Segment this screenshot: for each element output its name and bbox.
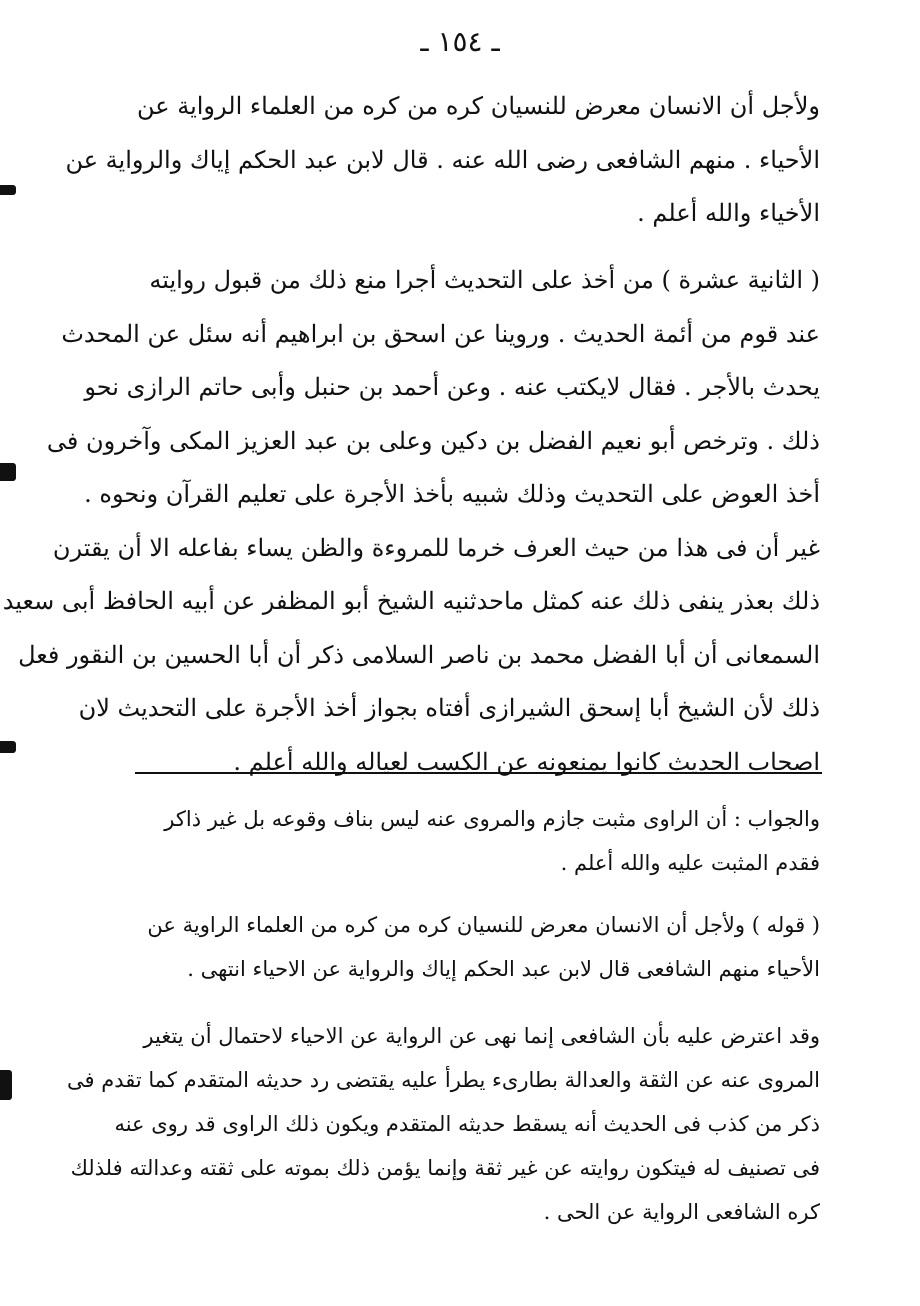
footnote-line: الأحياء منهم الشافعى قال لابن عبد الحكم إياك والرواية عن الاحياء انتهى . [187, 957, 820, 981]
footnote-line: كره الشافعى الرواية عن الحى . [543, 1200, 820, 1224]
footnote-line: ( قوله ) ولأجل أن الانسان معرض للنسيان كره من كره من العلماء الراوية عن [147, 913, 820, 937]
scan-edge-mark [0, 741, 16, 753]
text-line: يحدث بالأجر . فقال لايكتب عنه . وعن أحمد بن حنبل وأبى حاتم الرازى نحو [84, 373, 820, 401]
scan-edge-mark [0, 1070, 12, 1100]
text-line: أخذ العوض على التحديث وذلك شبيه بأخذ الأجرة على تعليم القرآن ونحوه . [84, 480, 820, 508]
footnote-line: والجواب : أن الراوى مثبت جازم والمروى عنه ليس بناف وقوعه بل غير ذاكر [164, 807, 820, 831]
scan-edge-mark [0, 185, 16, 195]
text-line: ذلك لأن الشيخ أبا إسحق الشيرازى أفتاه بجواز أخذ الأجرة على التحديث لان [78, 694, 820, 722]
text-line: اصحاب الحديث كانوا يمنعونه عن الكسب لعياله والله أعلم . [233, 747, 820, 776]
main-paragraph-2 [2, 254, 820, 789]
text-line: ذلك بعذر ينفى ذلك عنه كمثل ماحدثنيه الشيخ أبو المظفر عن أبيه الحافظ أبى سعيد [2, 587, 820, 615]
scan-edge-mark [0, 463, 16, 481]
page-number: ـ ١٥٤ ـ [420, 25, 500, 58]
text-line: غير أن فى هذا من حيث العرف خرما للمروءة والظن يساء بفاعله الا أن يقترن [52, 533, 820, 562]
main-text-continued [2, 254, 820, 789]
text-line: ولأجل أن الانسان معرض للنسيان كره من كره من العلماء الرواية عن [137, 92, 820, 120]
footnote-line: وقد اعترض عليه بأن الشافعى إنما نهى عن الرواية عن الاحياء لاحتمال أن يتغير [143, 1024, 820, 1048]
main-paragraph-1 [65, 80, 820, 241]
footnote-paragraph-1 [130, 797, 820, 885]
footnote-line: فى تصنيف له فيتكون روايته عن غير ثقة وإنما يؤمن ذلك بموته على ثقته وعدالته فلذلك [70, 1156, 820, 1180]
text-line: الأحياء . منهم الشافعى رضى الله عنه . قال لابن عبد الحكم إياك والرواية عن [65, 145, 820, 174]
footnote-paragraph-3 [67, 1014, 820, 1234]
text-line: الأخياء والله أعلم . [637, 199, 820, 227]
text-line: ( الثانية عشرة ) من أخذ على التحديث أجرا منع ذلك من قبول روايته [149, 266, 820, 294]
text-line: السمعانى أن أبا الفضل محمد بن ناصر السلامى ذكر أن أبا الحسين بن النقور فعل [18, 640, 820, 669]
footnote-line: ذكر من كذب فى الحديث أنه يسقط حديثه المتقدم ويكون ذلك الراوى قد روى عنه [114, 1112, 820, 1136]
footnote-line: المروى عنه عن الثقة والعدالة بطارىء يطرأ عليه يقتضى رد حديثه المتقدم كما تقدم فى [67, 1068, 820, 1092]
text-line: ذلك . وترخص أبو نعيم الفضل بن دكين وعلى بن عبد العزيز المكى وآخرون فى [46, 426, 820, 455]
text-line: عند قوم من أئمة الحديث . وروينا عن اسحق بن ابراهيم أنه سئل عن المحدث [61, 319, 820, 348]
main-text [65, 80, 820, 241]
footnote-paragraph-2 [130, 903, 820, 991]
footnote-divider [135, 772, 822, 774]
footnote-line: فقدم المثبت عليه والله أعلم . [560, 851, 820, 875]
